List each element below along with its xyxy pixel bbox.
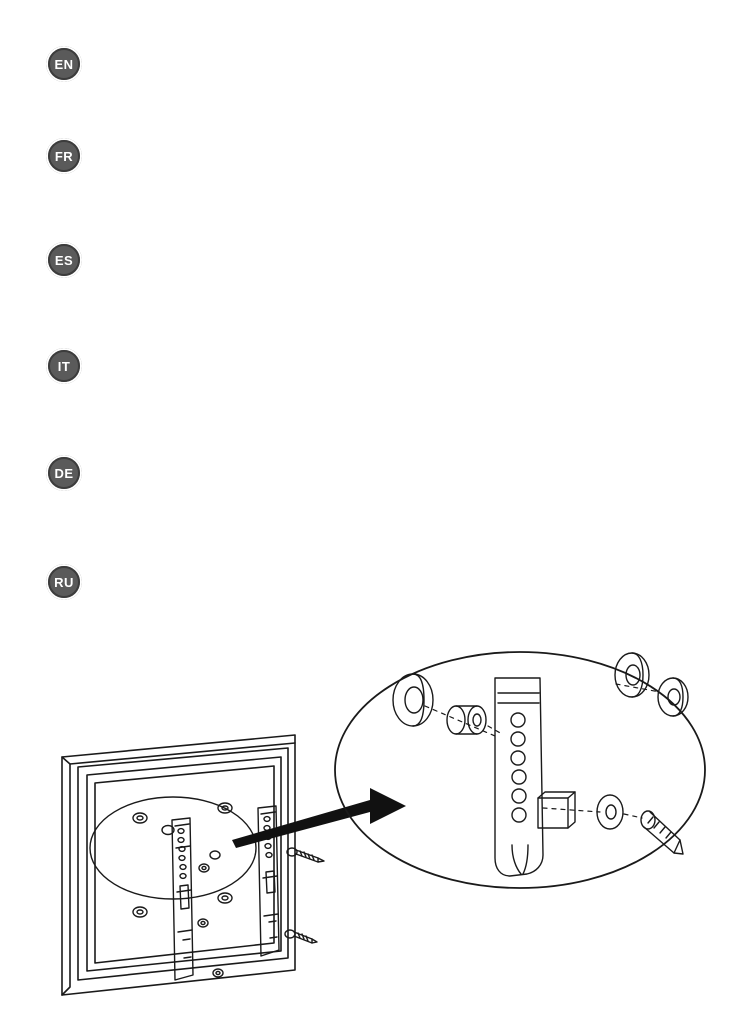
language-badge-fr-label: FR [54, 148, 74, 164]
language-badge-de-label: DE [54, 465, 74, 481]
screw-with-shaft-2 [285, 930, 317, 943]
tv-wall-mount-bracket-assembly-diagram [40, 640, 710, 1020]
magnified-spacer [447, 706, 486, 734]
language-badge-ru-label: RU [54, 574, 74, 590]
magnified-washer-screw-side [597, 795, 623, 829]
magnified-washer-left [393, 674, 433, 726]
language-badge-fr [46, 138, 82, 174]
language-badge-es-label: ES [54, 252, 74, 268]
language-badge-en [46, 46, 82, 82]
language-badge-it-label: IT [57, 358, 71, 374]
screw-loose-3 [213, 969, 223, 977]
diagram-svg [40, 640, 710, 1020]
language-badge-en-label: EN [54, 56, 74, 72]
language-badge-es [46, 242, 82, 278]
magnified-bracket-rail [495, 678, 575, 876]
language-badge-ru [46, 564, 82, 600]
screw-loose-2 [198, 919, 208, 927]
language-badge-it [46, 348, 82, 384]
language-badge-de [46, 455, 82, 491]
magnified-washer-right-1 [615, 653, 649, 697]
screw-loose-1 [199, 864, 209, 872]
screw-with-shaft-1 [287, 848, 324, 862]
magnified-washer-right-2 [658, 678, 688, 716]
tv-rear-panel [62, 735, 295, 995]
